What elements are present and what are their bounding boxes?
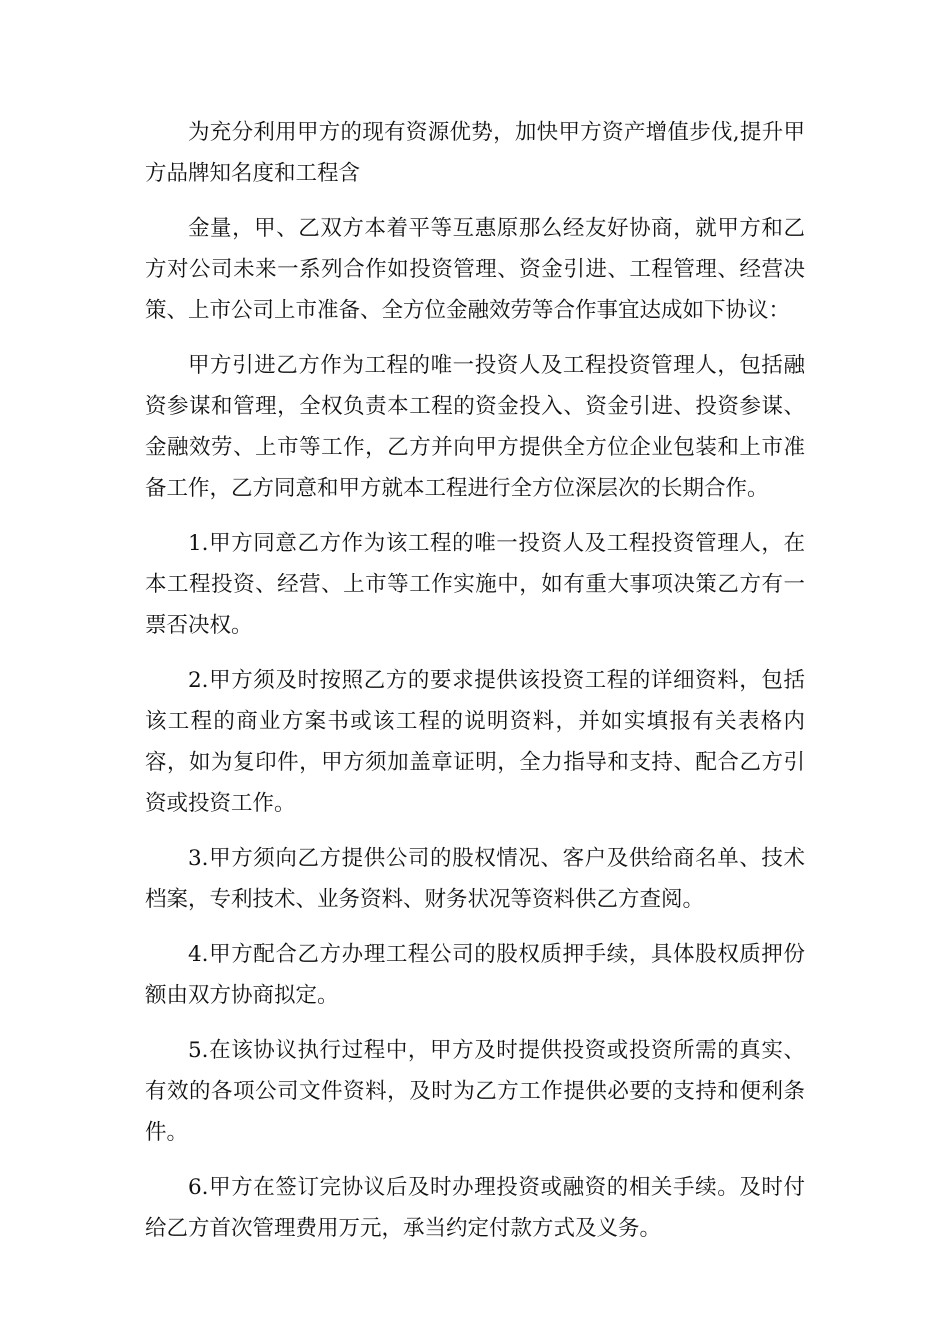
- paragraph-cooperation-scope: 甲方引进乙方作为工程的唯一投资人及工程投资管理人，包括融资参谋和管理，全权负责本工程的资金投入、资金引进、投资参谋、金融效劳、上市等工作，乙方并向甲方提供全方位企业包装和上市准备工作，乙方同意和甲方就本工程进行全方位深层次的长期合作。: [145, 353, 805, 501]
- clause-6: 6.甲方在签订完协议后及时办理投资或融资的相关手续。及时付给乙方首次管理费用万元，承当约定付款方式及义务。: [145, 1175, 805, 1241]
- clause-3: 3.甲方须向乙方提供公司的股权情况、客户及供给商名单、技术档案，专利技术、业务资料、财务状况等资料供乙方查阅。: [145, 846, 805, 912]
- clause-2: 2.甲方须及时按照乙方的要求提供该投资工程的详细资料，包括该工程的商业方案书或该工程的说明资料，并如实填报有关表格内容，如为复印件，甲方须加盖章证明，全力指导和支持、配合乙方引资或投资工作。: [145, 668, 805, 816]
- paragraph-agreement-basis: 金量，甲、乙双方本着平等互惠原那么经友好协商，就甲方和乙方对公司未来一系列合作如投资管理、资金引进、工程管理、经营决策、上市公司上市准备、全方位金融效劳等合作事宜达成如下协议：: [145, 216, 805, 323]
- document-page: [145, 112, 805, 1263]
- paragraph-intro: 为充分利用甲方的现有资源优势，加快甲方资产增值步伐,提升甲方品牌知名度和工程含: [145, 120, 805, 186]
- clause-4: 4.甲方配合乙方办理工程公司的股权质押手续，具体股权质押份额由双方协商拟定。: [145, 942, 805, 1008]
- clause-5: 5.在该协议执行过程中，甲方及时提供投资或投资所需的真实、有效的各项公司文件资料，及时为乙方工作提供必要的支持和便利条件。: [145, 1038, 805, 1145]
- clause-1: 1.甲方同意乙方作为该工程的唯一投资人及工程投资管理人，在本工程投资、经营、上市等工作实施中，如有重大事项决策乙方有一票否决权。: [145, 531, 805, 638]
